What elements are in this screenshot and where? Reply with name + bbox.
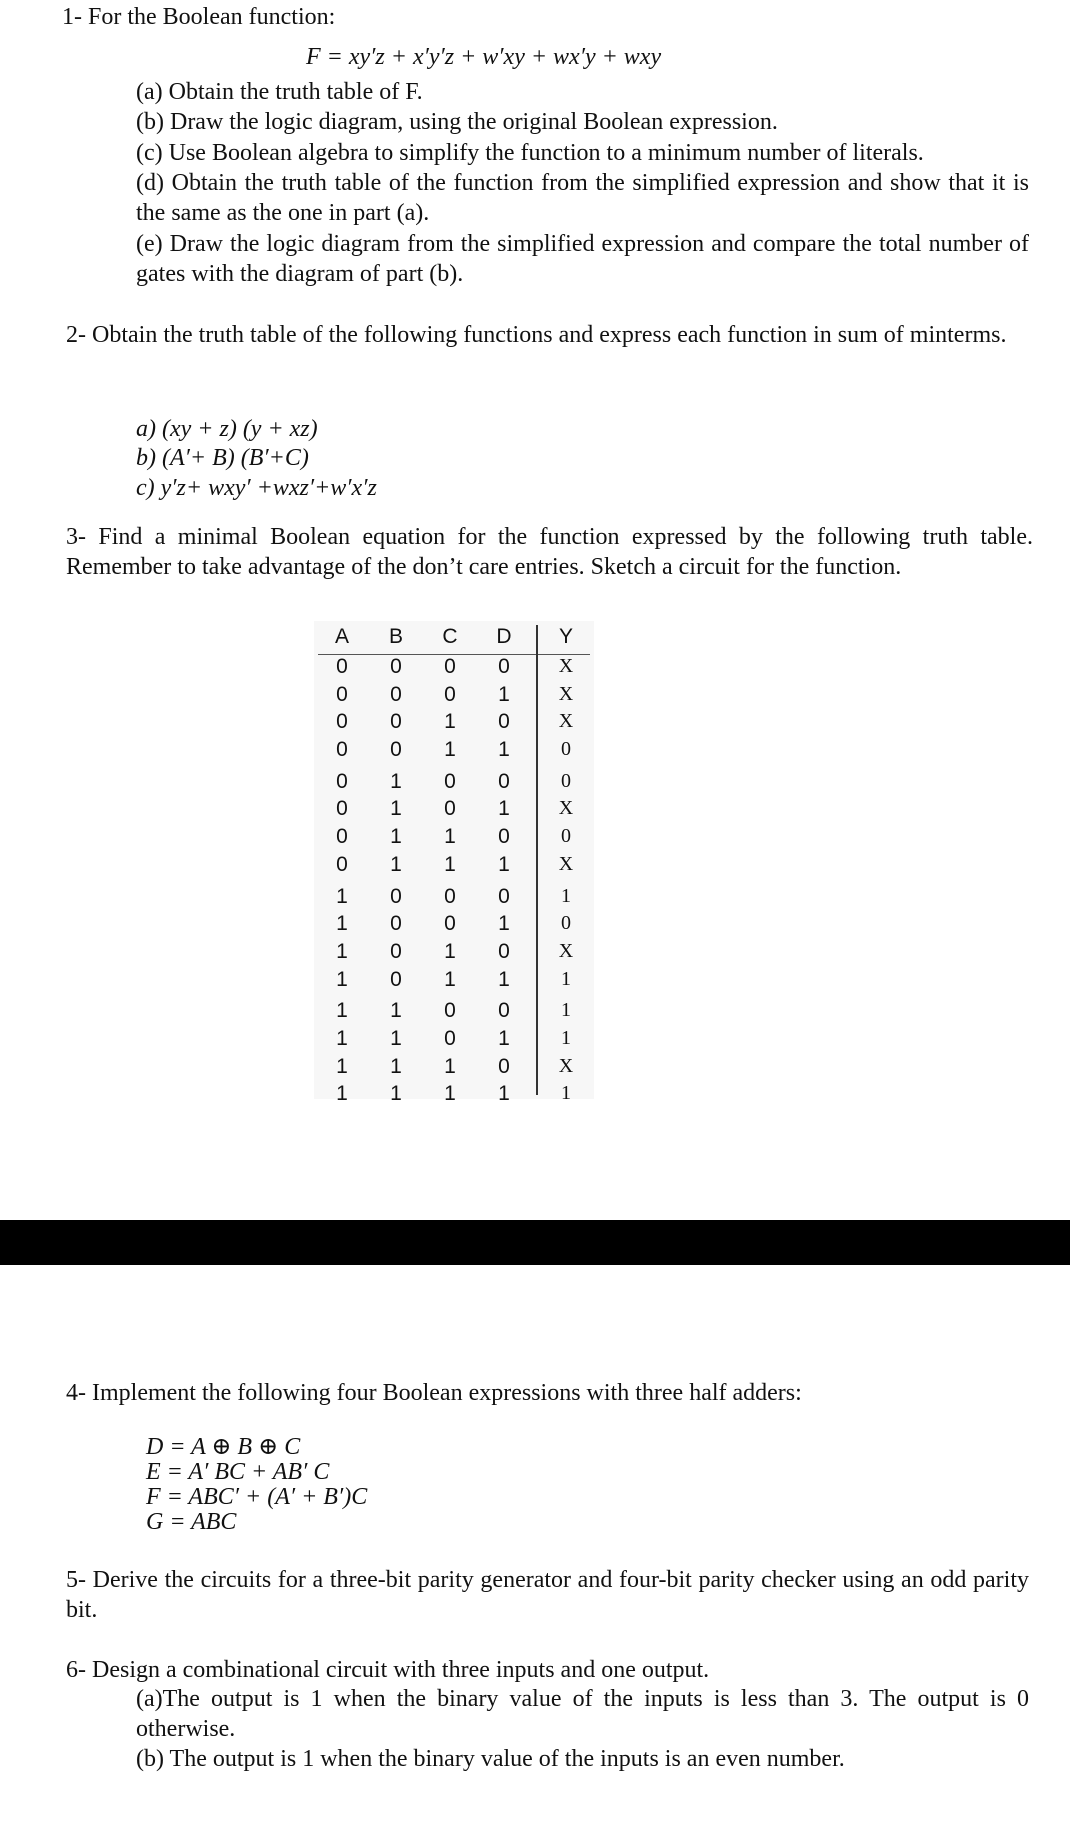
- cell-y: 0: [561, 825, 571, 848]
- table-row: [318, 999, 590, 1027]
- cell-b: 1: [390, 825, 402, 849]
- truth-table-header: [318, 625, 590, 655]
- table-row: [318, 738, 590, 766]
- q1-part-e: (e) Draw the logic diagram from the simplified expression and compare the total number of gates with the diagram of part (b).: [136, 231, 1029, 287]
- cell-a: 1: [336, 967, 348, 991]
- table-row: [318, 853, 590, 881]
- cell-c: 0: [444, 769, 456, 793]
- table-row: [318, 770, 590, 798]
- cell-b: 0: [390, 738, 402, 762]
- cell-c: 1: [444, 939, 456, 963]
- cell-d: 0: [498, 1054, 510, 1078]
- q6-part-a: (a)The output is 1 when the binary value of the inputs is less than 3. The output is 0 otherwise.: [136, 1686, 1029, 1742]
- q4-eq-d: D = A ⊕ B ⊕ C: [146, 1434, 301, 1460]
- cell-y: X: [558, 797, 574, 820]
- q1-part-b: (b) Draw the logic diagram, using the original Boolean expression.: [136, 109, 778, 135]
- cell-a: 0: [336, 852, 348, 876]
- table-row: [318, 940, 590, 968]
- q4-eq-e: E = A′ BC + AB′ C: [146, 1459, 330, 1485]
- cell-d: 0: [498, 999, 510, 1023]
- cell-b: 1: [390, 1054, 402, 1078]
- cell-a: 0: [336, 825, 348, 849]
- cell-b: 0: [390, 655, 402, 678]
- cell-y: 0: [561, 769, 571, 792]
- cell-y: 1: [561, 884, 571, 907]
- cell-d: 0: [498, 939, 510, 963]
- cell-b: 1: [390, 999, 402, 1023]
- cell-a: 1: [336, 939, 348, 963]
- cell-d: 1: [498, 967, 510, 991]
- header-a: A: [334, 625, 349, 648]
- cell-b: 0: [390, 710, 402, 734]
- cell-d: 0: [498, 655, 510, 678]
- cell-c: 1: [444, 1054, 456, 1078]
- q2-item-c: c) y′z+ wxy′ +wxz′+w′x′z: [136, 475, 377, 501]
- cell-d: 1: [498, 682, 510, 706]
- cell-a: 0: [336, 797, 348, 821]
- table-row: [318, 912, 590, 940]
- table-row: [318, 1055, 590, 1083]
- q4-eq-g: G = ABC: [146, 1509, 237, 1535]
- q1-part-c: (c) Use Boolean algebra to simplify the function to a minimum number of literals.: [136, 140, 924, 166]
- cell-c: 0: [444, 655, 456, 678]
- cell-b: 1: [390, 769, 402, 793]
- cell-a: 1: [336, 1054, 348, 1078]
- cell-a: 0: [336, 682, 348, 706]
- cell-c: 0: [444, 999, 456, 1023]
- q4-eq-f: F = ABC′ + (A′ + B′)C: [146, 1484, 368, 1510]
- cell-c: 1: [444, 738, 456, 762]
- cell-d: 1: [498, 738, 510, 762]
- cell-d: 1: [498, 797, 510, 821]
- table-row: [318, 797, 590, 825]
- cell-b: 0: [390, 912, 402, 936]
- cell-a: 0: [336, 738, 348, 762]
- table-row: [318, 710, 590, 738]
- cell-b: 0: [390, 884, 402, 908]
- cell-b: 0: [390, 939, 402, 963]
- table-row: [318, 968, 590, 996]
- table-row: [318, 885, 590, 913]
- black-redaction-band: [0, 1220, 1070, 1265]
- cell-d: 0: [498, 884, 510, 908]
- cell-d: 1: [498, 1026, 510, 1050]
- cell-y: X: [558, 852, 574, 875]
- cell-b: 1: [390, 797, 402, 821]
- cell-c: 0: [444, 797, 456, 821]
- cell-y: X: [558, 682, 574, 705]
- cell-y: 1: [561, 1082, 571, 1105]
- cell-y: X: [558, 939, 574, 962]
- header-y: Y: [558, 625, 573, 648]
- cell-a: 1: [336, 1026, 348, 1050]
- table-row: [318, 683, 590, 711]
- q6-heading: 6- Design a combinational circuit with three inputs and one output.: [66, 1657, 710, 1683]
- cell-d: 0: [498, 769, 510, 793]
- cell-a: 1: [336, 884, 348, 908]
- cell-b: 0: [390, 967, 402, 991]
- q1-part-a: (a) Obtain the truth table of F.: [136, 79, 423, 105]
- q1-heading: 1- For the Boolean function:: [62, 4, 336, 30]
- cell-y: X: [558, 655, 574, 677]
- cell-b: 1: [390, 1026, 402, 1050]
- cell-b: 1: [390, 852, 402, 876]
- cell-b: 1: [390, 1082, 402, 1106]
- cell-y: X: [558, 1054, 574, 1077]
- cell-y: 0: [561, 738, 571, 761]
- cell-y: X: [558, 710, 574, 733]
- header-c: C: [442, 625, 458, 648]
- cell-y: 1: [561, 967, 571, 990]
- table-row: [318, 825, 590, 853]
- table-row: [318, 1082, 590, 1110]
- header-b: B: [388, 625, 403, 648]
- cell-c: 0: [444, 1026, 456, 1050]
- cell-a: 0: [336, 769, 348, 793]
- cell-c: 1: [444, 967, 456, 991]
- cell-c: 1: [444, 710, 456, 734]
- q4-text: 4- Implement the following four Boolean expressions with three half adders:: [66, 1380, 802, 1406]
- cell-c: 0: [444, 912, 456, 936]
- cell-c: 0: [444, 682, 456, 706]
- truth-table: [318, 625, 590, 1110]
- cell-a: 0: [336, 655, 348, 678]
- header-d: D: [496, 625, 512, 648]
- cell-a: 1: [336, 912, 348, 936]
- cell-y: 1: [561, 1026, 571, 1049]
- q2-text: 2- Obtain the truth table of the following functions and express each function in sum of minterms.: [66, 322, 1007, 348]
- cell-y: 1: [561, 999, 571, 1022]
- cell-c: 0: [444, 884, 456, 908]
- cell-a: 0: [336, 710, 348, 734]
- cell-a: 1: [336, 999, 348, 1023]
- cell-c: 1: [444, 1082, 456, 1106]
- cell-c: 1: [444, 825, 456, 849]
- q2-item-a: a) (xy + z) (y + xz): [136, 416, 318, 442]
- q1-part-d: (d) Obtain the truth table of the function from the simplified expression and show that it is the same as the one in part (a).: [136, 170, 1029, 226]
- cell-d: 0: [498, 710, 510, 734]
- cell-b: 0: [390, 682, 402, 706]
- q2-item-b: b) (A′+ B) (B′+C): [136, 445, 309, 471]
- table-row: [318, 1027, 590, 1055]
- q5-text: 5- Derive the circuits for a three-bit parity generator and four-bit parity checker using an odd parity bit.: [66, 1567, 1029, 1623]
- cell-a: 1: [336, 1082, 348, 1106]
- table-row: [318, 655, 590, 683]
- cell-d: 1: [498, 912, 510, 936]
- cell-d: 1: [498, 852, 510, 876]
- cell-d: 1: [498, 1082, 510, 1106]
- q1-function: F = xy′z + x′y′z + w′xy + wx′y + wxy: [306, 44, 662, 70]
- cell-c: 1: [444, 852, 456, 876]
- q6-part-b: (b) The output is 1 when the binary value of the inputs is an even number.: [136, 1746, 845, 1772]
- cell-y: 0: [561, 912, 571, 935]
- cell-d: 0: [498, 825, 510, 849]
- q3-text: 3- Find a minimal Boolean equation for the function expressed by the following truth table. Remember to take advantage of the don’t care entries. Sketch a circuit for the function.: [66, 524, 1033, 580]
